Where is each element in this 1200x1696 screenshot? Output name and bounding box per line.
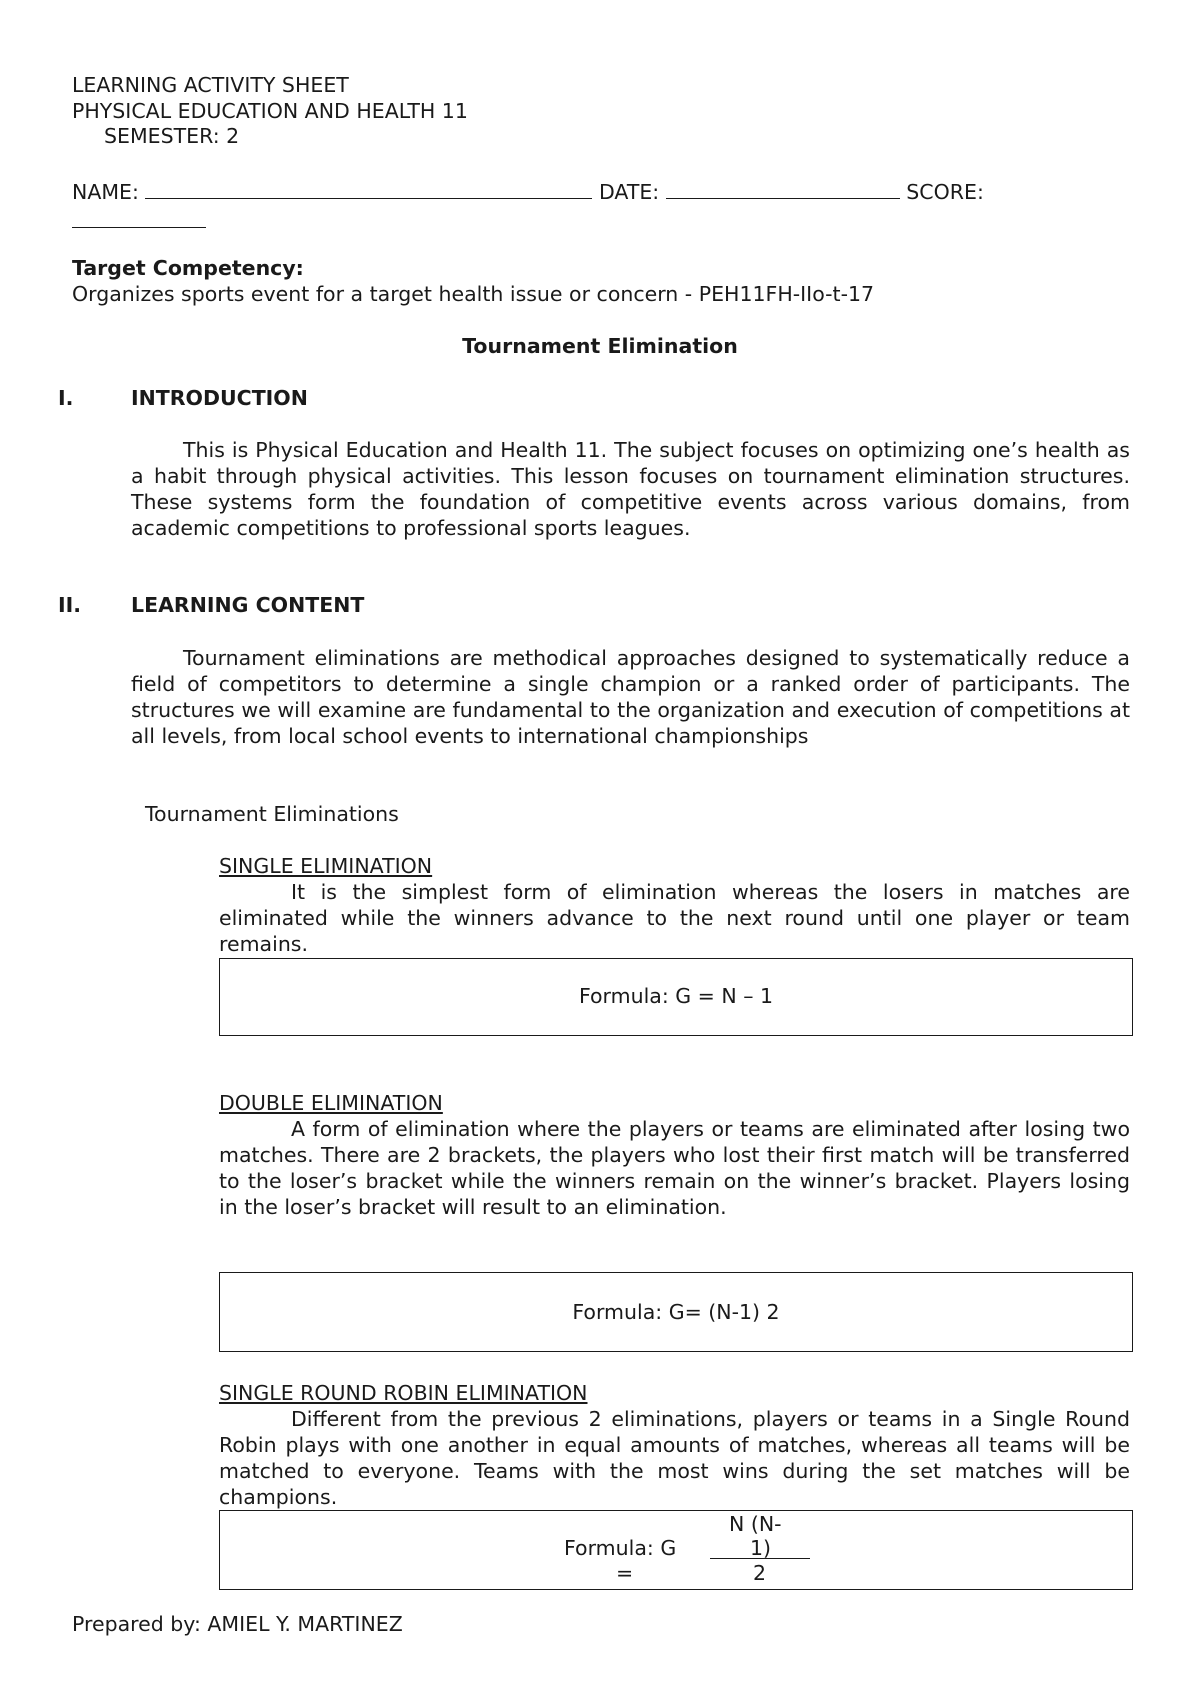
double-elimination-formula: Formula: G= (N-1) 2 — [572, 1300, 780, 1324]
name-label: NAME: — [72, 180, 139, 204]
semester-label: SEMESTER: 2 — [104, 124, 240, 148]
subheading-tournament-eliminations: Tournament Eliminations — [145, 802, 399, 826]
competency-text: Organizes sports event for a target health issue or concern - PEH11FH-IIo-t-17 — [72, 282, 875, 306]
section-heading-content: LEARNING CONTENT — [131, 593, 365, 617]
double-elimination-heading: DOUBLE ELIMINATION — [219, 1091, 443, 1115]
single-elimination-formula: Formula: G = N – 1 — [578, 984, 774, 1008]
prepared-by: Prepared by: AMIEL Y. MARTINEZ — [72, 1612, 403, 1636]
single-elimination-body: It is the simplest form of elimination whereas the losers in matches are eliminated while the winners advance to the next round until one player or team remains. — [219, 880, 1130, 956]
section-numeral-content: II. — [58, 593, 82, 617]
score-blank[interactable] — [72, 227, 206, 228]
section-numeral-intro: I. — [58, 386, 74, 410]
single-elimination-formula-box — [219, 958, 1133, 1036]
sheet-title: LEARNING ACTIVITY SHEET — [72, 73, 349, 97]
round-robin-denominator: 2 — [753, 1561, 767, 1585]
round-robin-formula-box — [219, 1510, 1133, 1590]
round-robin-heading: SINGLE ROUND ROBIN ELIMINATION — [219, 1381, 588, 1405]
name-blank[interactable] — [145, 178, 592, 199]
double-elimination-body: A form of elimination where the players or teams are eliminated after losing two matches. There are 2 brackets, the players who lost their first match will be transferred to the loser’s bracket while the winners remain on the winner’s bracket. Players losing in the loser’s bracket will result to an elimination. — [219, 1117, 1130, 1219]
single-elimination-heading: SINGLE ELIMINATION — [219, 854, 433, 878]
section-heading-intro: INTRODUCTION — [131, 386, 308, 410]
content-paragraph: Tournament eliminations are methodical approaches designed to systematically reduce a field of competitors to determine a single champion or a ranked order of participants. The structures we will examine are fundamental to the organization and execution of competitions at all levels, from local school events to international championships — [131, 646, 1130, 748]
round-robin-numerator-line1: N (N- — [729, 1512, 782, 1536]
round-robin-formula-label: Formula: G — [564, 1536, 677, 1560]
competency-heading: Target Competency: — [72, 256, 304, 280]
intro-paragraph: This is Physical Education and Health 11. The subject focuses on optimizing one’s health as a habit through physical activities. This lesson focuses on tournament elimination structures. These systems form the foundation of competitive events across various domains, from academic competitions to professional sports leagues. — [131, 438, 1130, 540]
fraction-bar — [710, 1558, 810, 1559]
document-title: Tournament Elimination — [462, 334, 738, 358]
date-label: DATE: — [598, 180, 660, 204]
round-robin-body: Different from the previous 2 eliminations, players or teams in a Single Round Robin plays with one another in equal amounts of matches, whereas all teams will be matched to everyone. Teams with the most wins during the set matches will be champions. — [219, 1407, 1130, 1509]
subject-title: PHYSICAL EDUCATION AND HEALTH 11 — [72, 99, 468, 123]
round-robin-numerator-line2: 1) — [750, 1536, 772, 1560]
date-blank[interactable] — [666, 178, 900, 199]
round-robin-formula-equals: = — [616, 1561, 634, 1585]
score-label: SCORE: — [906, 180, 984, 204]
double-elimination-formula-box — [219, 1272, 1133, 1352]
name-date-score-row — [72, 178, 984, 205]
